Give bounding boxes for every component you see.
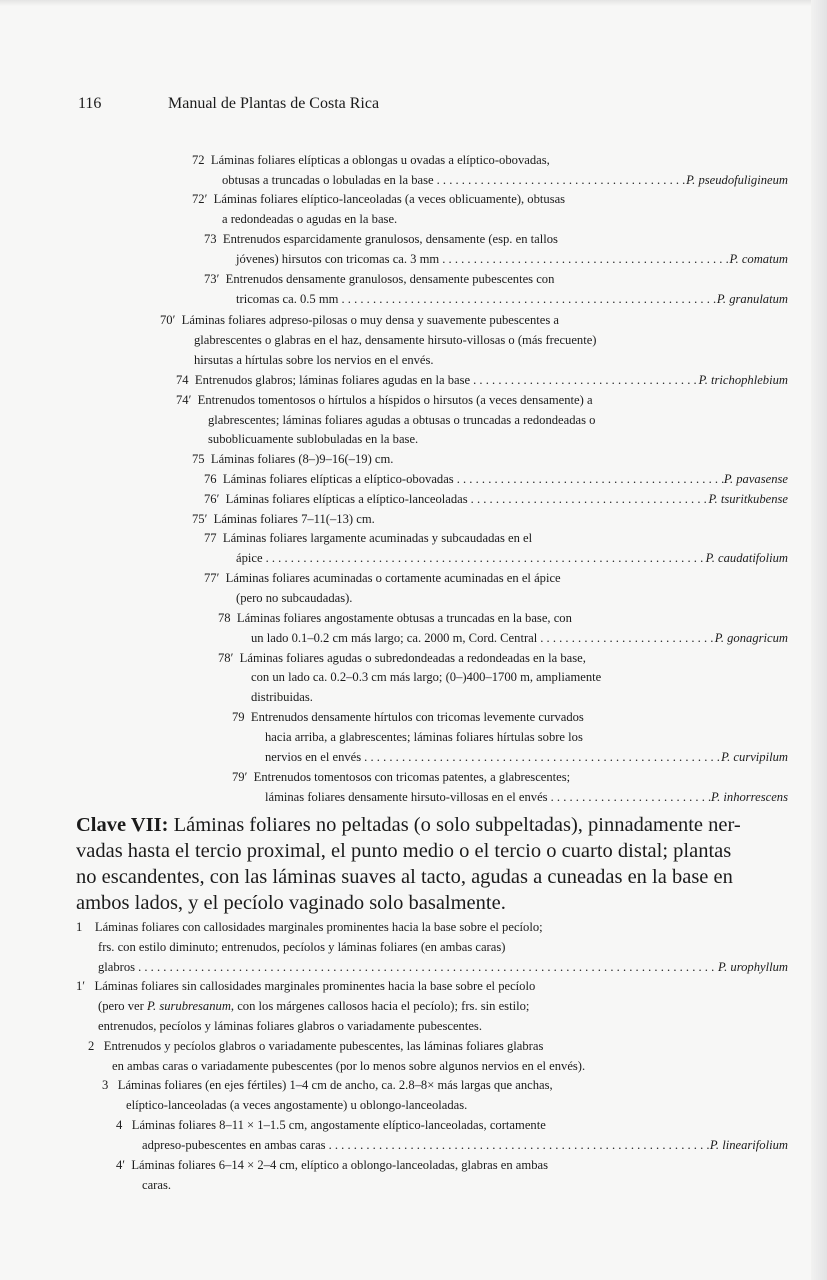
key-number: 4′ xyxy=(116,1158,126,1172)
key-number: 78 xyxy=(218,611,231,625)
key-text: Entrenudos tomentosos o hírtulos a híspidos o hirsutos (a veces densamente) a xyxy=(197,393,593,407)
key-number: 75 xyxy=(192,452,205,466)
key-text: Láminas foliares acuminadas o cortamente acuminadas en el ápice xyxy=(225,571,561,585)
leader-dots xyxy=(361,748,721,768)
key-number: 74′ xyxy=(176,393,192,407)
key-line xyxy=(222,171,788,191)
heading-line: ambos lados, y el pecíolo vaginado solo basalmente. xyxy=(76,892,506,914)
key-entry-1-prime xyxy=(76,977,535,997)
key-text: Láminas foliares elíptico-lanceoladas (a veces oblicuamente), obtusas xyxy=(213,192,566,206)
key-number: 72 xyxy=(192,153,205,167)
key-text: Entrenudos glabros; láminas foliares agudas en la base xyxy=(194,373,471,387)
taxon-name: P. surubresanum xyxy=(146,999,231,1013)
key-entry-78-prime xyxy=(218,649,586,669)
key-line xyxy=(222,210,397,230)
key-entry-2 xyxy=(88,1037,543,1057)
key-entry-79-prime xyxy=(232,768,570,788)
key-text: Láminas foliares con callosidades marginales prominentes hacia la base sobre el pecíolo; xyxy=(94,920,543,934)
key-text: Entrenudos tomentosos con tricomas patentes, a glabrescentes; xyxy=(253,770,571,784)
key-line xyxy=(265,788,788,808)
key-entry-77 xyxy=(204,529,532,549)
key-text: glabrescentes o glabras en el haz, densamente hirsuto-villosas o (más frecuente) xyxy=(194,333,597,347)
key-entry-1 xyxy=(76,918,543,938)
key-text: Láminas foliares angostamente obtusas a truncadas en la base, con xyxy=(236,611,572,625)
key-number: 2 xyxy=(88,1039,95,1053)
leader-dots xyxy=(439,250,729,270)
key-line xyxy=(98,938,505,958)
key-line xyxy=(142,1176,171,1196)
page-number: 116 xyxy=(78,95,102,112)
key-number: 74 xyxy=(176,373,189,387)
key-entry-72 xyxy=(192,151,550,171)
page-edge xyxy=(811,0,827,1280)
key-line xyxy=(112,1057,585,1077)
taxon-name: P. urophyllum xyxy=(718,960,788,974)
key-text: hirsutas a hírtulas sobre los nervios en el envés. xyxy=(194,353,434,367)
key-text: con un lado ca. 0.2–0.3 cm más largo; (0–)400–1700 m, ampliamente xyxy=(251,670,602,684)
key-text: Láminas foliares largamente acuminadas y subcaudadas en el xyxy=(222,531,533,545)
key-text: Láminas foliares sin callosidades marginales prominentes hacia la base sobre el pecíolo xyxy=(94,979,536,993)
key-text: elíptico-lanceoladas (a veces angostamente) u oblongo-lanceoladas. xyxy=(126,1098,468,1112)
key-text: distribuidas. xyxy=(251,690,313,704)
taxon-name: P. tsuritkubense xyxy=(708,492,788,506)
heading-line xyxy=(76,812,776,838)
key-line xyxy=(251,668,601,688)
key-text: hacia arriba, a glabrescentes; láminas foliares hírtulas sobre los xyxy=(265,730,583,744)
key-entry-72-prime xyxy=(192,190,565,210)
key-text: Láminas foliares (en ejes fértiles) 1–4 cm de ancho, ca. 2.8–8× más largas que anchas, xyxy=(117,1078,553,1092)
key-text: glabros xyxy=(98,960,136,974)
leader-dots xyxy=(548,788,711,808)
key-line xyxy=(236,290,788,310)
key-number: 1 xyxy=(76,920,83,934)
key-text: Entrenudos esparcidamente granulosos, densamente (esp. en tallos xyxy=(222,232,558,246)
key-line xyxy=(265,748,788,768)
key-line xyxy=(208,411,595,431)
key-number: 73′ xyxy=(204,272,220,286)
key-number: 79 xyxy=(232,710,245,724)
heading-line: vadas hasta el tercio proximal, el punto medio o el tercio o cuarto distal; plantas xyxy=(76,840,732,862)
key-text: jóvenes) hirsutos con tricomas ca. 3 mm xyxy=(236,252,440,266)
key-text: frs. con estilo diminuto; entrenudos, pecíolos y láminas foliares (en ambas caras) xyxy=(98,940,506,954)
key-text: ápice xyxy=(236,551,263,565)
key-text: Láminas foliares agudas o subredondeadas a redondeadas en la base, xyxy=(239,651,586,665)
heading-line: no escandentes, con las láminas suaves al tacto, agudas a cuneadas en la base en xyxy=(76,866,733,888)
key-number: 77 xyxy=(204,531,217,545)
key-text: Entrenudos densamente hírtulos con tricomas levemente curvados xyxy=(250,710,584,724)
key-line xyxy=(194,351,434,371)
key-entry-79 xyxy=(232,708,584,728)
key-text: nervios en el envés xyxy=(265,750,362,764)
leader-dots xyxy=(263,549,706,569)
key-text: un lado 0.1–0.2 cm más largo; ca. 2000 m, Cord. Central xyxy=(251,631,538,645)
key-text: Láminas foliares elípticas a oblongas u ovadas a elíptico-obovadas, xyxy=(210,153,550,167)
key-entry-4-prime xyxy=(116,1156,548,1176)
key-text: Láminas foliares adpreso-pilosas o muy densa y suavemente pubescentes a xyxy=(181,313,560,327)
key-text: a redondeadas o agudas en la base. xyxy=(222,212,398,226)
key-number: 76 xyxy=(204,472,217,486)
key-entry-73 xyxy=(204,230,558,250)
leader-dots xyxy=(537,629,715,649)
key-entry-76 xyxy=(204,470,788,490)
key-entry-78 xyxy=(218,609,572,629)
key-text: láminas foliares densamente hirsuto-villosas en el envés xyxy=(265,790,548,804)
leader-dots xyxy=(135,958,718,978)
section-label: Clave VII: xyxy=(76,814,169,836)
key-text: Láminas foliares 6–14 × 2–4 cm, elíptico a oblongo-lanceoladas, glabras en ambas xyxy=(131,1158,548,1172)
key-number: 4 xyxy=(116,1118,123,1132)
key-entry-75 xyxy=(192,450,393,470)
key-text: (pero ver xyxy=(98,999,147,1013)
key-entry-70-prime xyxy=(160,311,559,331)
leader-dots xyxy=(454,470,724,490)
key-entry-76-prime xyxy=(204,490,788,510)
key-line xyxy=(98,1017,482,1037)
key-text: Entrenudos y pecíolos glabros o variadamente pubescentes, las láminas foliares glabras xyxy=(103,1039,544,1053)
key-number: 72′ xyxy=(192,192,208,206)
key-text: adpreso-pubescentes en ambas caras xyxy=(142,1138,326,1152)
key-number: 77′ xyxy=(204,571,220,585)
key-line xyxy=(126,1096,467,1116)
taxon-name: P. pseudofuligineum xyxy=(686,173,788,187)
key-text: (pero no subcaudadas). xyxy=(236,591,353,605)
taxon-name: P. inhorrescens xyxy=(711,790,788,804)
taxon-name: P. gonagricum xyxy=(714,631,788,645)
key-text: Láminas foliares 7–11(–13) cm. xyxy=(213,512,375,526)
key-entry-77-prime xyxy=(204,569,561,589)
key-line xyxy=(194,331,597,351)
taxon-name: P. granulatum xyxy=(716,292,788,306)
taxon-name: P. curvipilum xyxy=(721,750,788,764)
key-text: obtusas a truncadas o lobuladas en la base xyxy=(222,173,434,187)
key-line xyxy=(236,589,352,609)
taxon-name: P. pavasense xyxy=(723,472,788,486)
key-line xyxy=(251,629,788,649)
key-text: Entrenudos densamente granulosos, densamente pubescentes con xyxy=(225,272,555,286)
leader-dots xyxy=(468,490,709,510)
key-line xyxy=(98,997,529,1017)
key-text: glabrescentes; láminas foliares agudas a obtusas o truncadas a redondeadas o xyxy=(208,413,596,427)
key-line xyxy=(142,1136,788,1156)
key-text: , con los márgenes callosos hacia el pecíolo); frs. sin estilo; xyxy=(230,999,530,1013)
key-entry-75-prime xyxy=(192,510,375,530)
key-entry-73-prime xyxy=(204,270,554,290)
key-number: 70′ xyxy=(160,313,176,327)
key-number: 73 xyxy=(204,232,217,246)
key-line xyxy=(251,688,313,708)
key-line xyxy=(236,549,788,569)
leader-dots xyxy=(470,371,699,391)
page-top-shadow xyxy=(0,0,827,6)
key-text: Láminas foliares elípticas a elíptico-obovadas xyxy=(222,472,454,486)
leader-dots xyxy=(434,171,686,191)
key-line xyxy=(98,958,788,978)
taxon-name: P. trichophlebium xyxy=(698,373,788,387)
page-header xyxy=(78,95,778,113)
taxon-name: P. caudatifolium xyxy=(705,551,788,565)
key-line xyxy=(208,430,418,450)
key-number: 75′ xyxy=(192,512,208,526)
key-number: 3 xyxy=(102,1078,109,1092)
key-text: en ambas caras o variadamente pubescentes (por lo menos sobre algunos nervios en el envés). xyxy=(112,1059,586,1073)
key-number: 78′ xyxy=(218,651,234,665)
key-text: Láminas foliares elípticas a elíptico-lanceoladas xyxy=(225,492,468,506)
heading-text: Láminas foliares no peltadas (o solo subpeltadas), pinnadamente ner- xyxy=(168,814,741,836)
leader-dots xyxy=(326,1136,710,1156)
key-entry-74-prime xyxy=(176,391,593,411)
key-entry-3 xyxy=(102,1076,553,1096)
key-text: Láminas foliares 8–11 × 1–1.5 cm, angostamente elíptico-lanceoladas, cortamente xyxy=(131,1118,546,1132)
key-number: 1′ xyxy=(76,979,86,993)
key-text: Láminas foliares (8–)9–16(–19) cm. xyxy=(210,452,394,466)
key-text: entrenudos, pecíolos y láminas foliares glabros o variadamente pubescentes. xyxy=(98,1019,482,1033)
section-heading-clave-vii xyxy=(76,812,776,916)
key-text: caras. xyxy=(142,1178,172,1192)
key-entry-4 xyxy=(116,1116,546,1136)
taxon-name: P. comatum xyxy=(729,252,788,266)
key-text: suboblicuamente sublobuladas en la base. xyxy=(208,432,419,446)
taxon-name: P. linearifolium xyxy=(709,1138,788,1152)
key-number: 79′ xyxy=(232,770,248,784)
key-line xyxy=(265,728,583,748)
key-entry-74 xyxy=(176,371,788,391)
key-text: tricomas ca. 0.5 mm xyxy=(236,292,339,306)
key-number: 76′ xyxy=(204,492,220,506)
running-title: Manual de Plantas de Costa Rica xyxy=(168,95,380,112)
leader-dots xyxy=(338,290,716,310)
key-line xyxy=(236,250,788,270)
